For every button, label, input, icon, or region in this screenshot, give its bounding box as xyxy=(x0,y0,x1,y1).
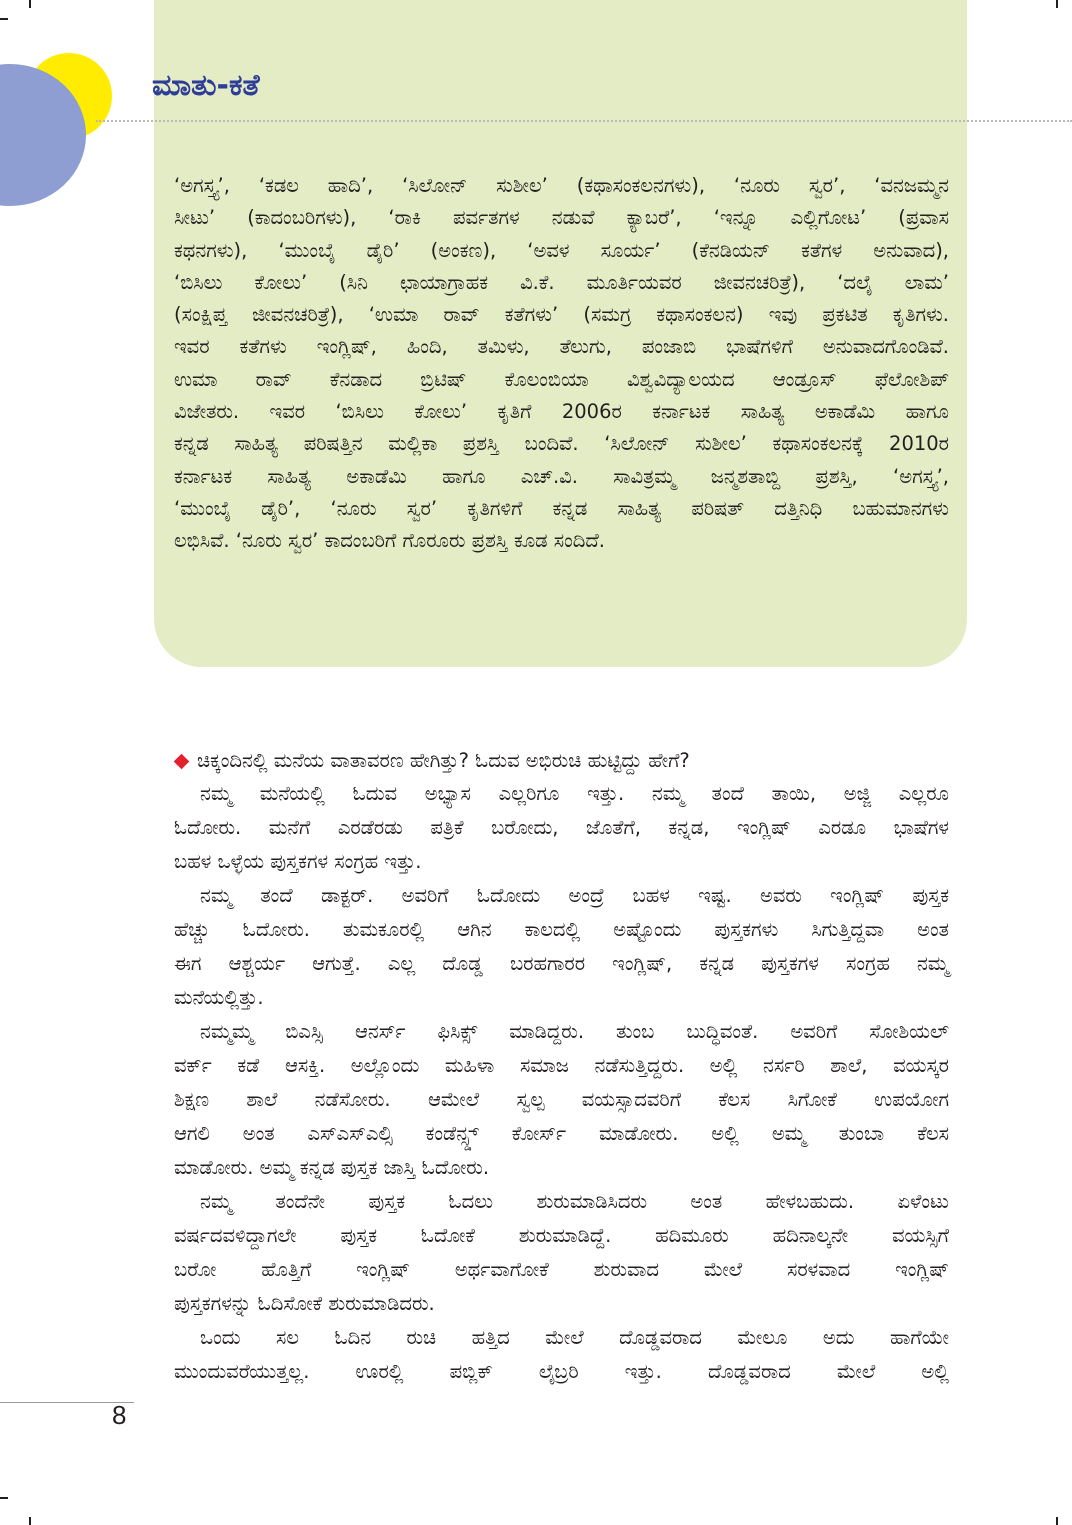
answer-line: ಶಿಕ್ಷಣ ಶಾಲೆ ನಡೆಸೋರು. ಆಮೇಲೆ ಸ್ವಲ್ಪ ವಯಸ್ಸಾದವರಿಗೆ ಕೆಲಸ ಸಿಗೋಕೆ ಉಪಯೋಗ xyxy=(174,1088,949,1111)
answer-line: ಬರೋ ಹೊತ್ತಿಗೆ ಇಂಗ್ಲಿಷ್ ಅರ್ಥವಾಗೋಕೆ ಶುರುವಾದ ಮೇಲೆ ಸರಳವಾದ ಇಂಗ್ಲಿಷ್ xyxy=(174,1258,949,1281)
interview-section xyxy=(174,745,949,1389)
crop-mark-left-lower xyxy=(0,1497,8,1499)
answer-line: ಓದೋರು. ಮನೆಗೆ ಎರಡೆರಡು ಪತ್ರಿಕೆ ಬರೋದು, ಜೊತೆಗೆ, ಕನ್ನಡ, ಇಂಗ್ಲಿಷ್ ಎರಡೂ ಭಾಷೆಗಳ xyxy=(174,816,949,839)
bio-line: ಇವರ ಕತೆಗಳು ಇಂಗ್ಲಿಷ್, ಹಿಂದಿ, ತಮಿಳು, ತೆಲುಗು, ಪಂಜಾಬಿ ಭಾಷೆಗಳಿಗೆ ಅನುವಾದಗೊಂಡಿವೆ. xyxy=(174,335,949,359)
bio-line: ಕಥನಗಳು), ‘ಮುಂಬೈ ಡೈರಿ’ (ಅಂಕಣ), ‘ಅವಳ ಸೂರ್ಯ’ (ಕೆನಡಿಯನ್ ಕತೆಗಳ ಅನುವಾದ), xyxy=(174,238,949,262)
crop-mark-top-right xyxy=(1056,0,1058,8)
page-number: 8 xyxy=(112,1400,127,1430)
question-text: ಚಿಕ್ಕಂದಿನಲ್ಲಿ ಮನೆಯ ವಾತಾವರಣ ಹೇಗಿತ್ತು? ಓದುವ ಅಭಿರುಚಿ ಹುಟ್ಟಿದ್ದು ಹೇಗೆ? xyxy=(197,749,690,772)
crop-mark-top-left xyxy=(29,0,31,8)
answer-line: ಈಗ ಆಶ್ಚರ್ಯ ಆಗುತ್ತೆ. ಎಲ್ಲ ದೊಡ್ಡ ಬರಹಗಾರರ ಇಂಗ್ಲಿಷ್, ಕನ್ನಡ ಪುಸ್ತಕಗಳ ಸಂಗ್ರಹ ನಮ್ಮ xyxy=(174,952,949,975)
bio-line: ‘ಬಿಸಿಲು ಕೋಲು’ (ಸಿನಿ ಛಾಯಾಗ್ರಾಹಕ ವಿ.ಕೆ. ಮೂರ್ತಿಯವರ ಜೀವನಚರಿತ್ರೆ), ‘ದಲೈ ಲಾಮ’ xyxy=(174,270,949,294)
answer-line: ಮಾಡೋರು. ಅಮ್ಮ ಕನ್ನಡ ಪುಸ್ತಕ ಜಾಸ್ತಿ ಓದೋರು. xyxy=(174,1156,490,1179)
crop-mark-bottom-right xyxy=(1056,1517,1058,1525)
answer-paragraph xyxy=(174,1321,949,1389)
answer-line: ಒಂದು ಸಲ ಓದಿನ ರುಚಿ ಹತ್ತಿದ ಮೇಲೆ ದೊಡ್ಡವರಾದ ಮೇಲೂ ಅದು ಹಾಗೆಯೇ xyxy=(200,1326,949,1349)
answer-paragraph xyxy=(174,777,949,879)
answer-paragraph xyxy=(174,1185,949,1321)
answer-paragraph xyxy=(174,1015,949,1185)
answer-line: ನಮ್ಮಮ್ಮ ಬಿಎಸ್ಸಿ ಆನರ್ಸ್ ಫಿಸಿಕ್ಸ್ ಮಾಡಿದ್ದರು. ತುಂಬ ಬುದ್ಧಿವಂತೆ. ಅವರಿಗೆ ಸೋಶಿಯಲ್ xyxy=(200,1020,949,1043)
answer-line: ವರ್ಷದವಳಿದ್ದಾಗಲೇ ಪುಸ್ತಕ ಓದೋಕೆ ಶುರುಮಾಡಿದ್ದೆ. ಹದಿಮೂರು ಹದಿನಾಲ್ಕನೇ ವಯಸ್ಸಿಗೆ xyxy=(174,1224,949,1247)
interview-answer xyxy=(174,777,949,1389)
bio-line: ವಿಜೇತರು. ಇವರ ‘ಬಿಸಿಲು ಕೋಲು’ ಕೃತಿಗೆ 2006ರ ಕರ್ನಾಟಕ ಸಾಹಿತ್ಯ ಅಕಾಡೆಮಿ ಹಾಗೂ xyxy=(174,400,949,424)
answer-line: ಆಗಲಿ ಅಂತ ಎಸ್ಎಸ್ಎಲ್ಸಿ ಕಂಡೆನ್ಸ್ಡ್ ಕೋರ್ಸ್ ಮಾಡೋರು. ಅಲ್ಲಿ ಅಮ್ಮ ತುಂಬಾ ಕೆಲಸ xyxy=(174,1122,949,1145)
crop-mark-bottom-left xyxy=(29,1517,31,1525)
bio-line: ಸೀಟು’ (ಕಾದಂಬರಿಗಳು), ‘ರಾಕಿ ಪರ್ವತಗಳ ನಡುವೆ ಕ್ಯಾಬರೆ’, ‘ಇನ್ನೂ ಎಲ್ಲಿಗೋಟ’ (ಪ್ರವಾಸ xyxy=(174,206,949,230)
answer-line: ಹೆಚ್ಚು ಓದೋರು. ತುಮಕೂರಲ್ಲಿ ಆಗಿನ ಕಾಲದಲ್ಲಿ ಅಷ್ಟೊಂದು ಪುಸ್ತಕಗಳು ಸಿಗುತ್ತಿದ್ದವಾ ಅಂತ xyxy=(174,918,949,941)
answer-line: ಪುಸ್ತಕಗಳನ್ನು ಓದಿಸೋಕೆ ಶುರುಮಾಡಿದರು. xyxy=(174,1292,435,1315)
author-bio-text xyxy=(174,170,949,558)
bio-line: ಉಮಾ ರಾವ್ ಕೆನಡಾದ ಬ್ರಿಟಿಷ್ ಕೊಲಂಬಿಯಾ ವಿಶ್ವವಿದ್ಯಾಲಯದ ಆಂಡ್ರೂಸ್ ಫೆಲೋಶಿಪ್ xyxy=(174,367,949,391)
bio-line: ‘ಮುಂಬೈ ಡೈರಿ’, ‘ನೂರು ಸ್ವರ’ ಕೃತಿಗಳಿಗೆ ಕನ್ನಡ ಸಾಹಿತ್ಯ ಪರಿಷತ್ ದತ್ತಿನಿಧಿ ಬಹುಮಾನಗಳು xyxy=(174,496,949,520)
answer-paragraph xyxy=(174,879,949,1015)
interview-question xyxy=(174,745,949,777)
answer-line: ನಮ್ಮ ತಂದೆನೇ ಪುಸ್ತಕ ಓದಲು ಶುರುಮಾಡಿಸಿದರು ಅಂತ ಹೇಳಬಹುದು. ಏಳೆಂಟು xyxy=(200,1190,949,1213)
answer-line: ನಮ್ಮ ಮನೆಯಲ್ಲಿ ಓದುವ ಅಭ್ಯಾಸ ಎಲ್ಲರಿಗೂ ಇತ್ತು. ನಮ್ಮ ತಂದೆ ತಾಯಿ, ಅಜ್ಜಿ ಎಲ್ಲರೂ xyxy=(200,782,949,805)
answer-line: ವರ್ಕ್ ಕಡೆ ಆಸಕ್ತಿ. ಅಲ್ಲೊಂದು ಮಹಿಳಾ ಸಮಾಜ ನಡೆಸುತ್ತಿದ್ದರು. ಅಲ್ಲಿ ನರ್ಸರಿ ಶಾಲೆ, ವಯಸ್ಕರ xyxy=(174,1054,949,1077)
answer-line: ಮನೆಯಲ್ಲಿತ್ತು. xyxy=(174,986,264,1009)
answer-line: ನಮ್ಮ ತಂದೆ ಡಾಕ್ಟರ್. ಅವರಿಗೆ ಓದೋದು ಅಂದ್ರೆ ಬಹಳ ಇಷ್ಟ. ಅವರು ಇಂಗ್ಲಿಷ್ ಪುಸ್ತಕ xyxy=(200,884,949,907)
answer-line: ಮುಂದುವರೆಯುತ್ತಲ್ಲ. ಊರಲ್ಲಿ ಪಬ್ಲಿಕ್ ಲೈಬ್ರರಿ ಇತ್ತು. ದೊಡ್ಡವರಾದ ಮೇಲೆ ಅಲ್ಲಿ xyxy=(174,1360,949,1383)
dotted-divider xyxy=(96,120,1072,122)
crop-mark-left-upper xyxy=(0,18,8,20)
bio-line: ಕರ್ನಾಟಕ ಸಾಹಿತ್ಯ ಅಕಾಡೆಮಿ ಹಾಗೂ ಎಚ್.ವಿ. ಸಾವಿತ್ರಮ್ಮ ಜನ್ಮಶತಾಬ್ದಿ ಪ್ರಶಸ್ತಿ, ‘ಅಗಸ್ತ್ಯ’, xyxy=(174,464,949,488)
answer-line: ಬಹಳ ಒಳ್ಳೆಯ ಪುಸ್ತಕಗಳ ಸಂಗ್ರಹ ಇತ್ತು. xyxy=(174,850,422,873)
bio-line: ಲಭಿಸಿವೆ. ‘ನೂರು ಸ್ವರ’ ಕಾದಂಬರಿಗೆ ಗೊರೂರು ಪ್ರಶಸ್ತಿ ಕೂಡ ಸಂದಿದೆ. xyxy=(174,529,605,553)
bio-line: ‘ಅಗಸ್ತ್ಯ’, ‘ಕಡಲ ಹಾದಿ’, ‘ಸಿಲೋನ್ ಸುಶೀಲ’ (ಕಥಾಸಂಕಲನಗಳು), ‘ನೂರು ಸ್ವರ’, ‘ವನಜಮ್ಮನ xyxy=(174,174,949,197)
bio-line: ಕನ್ನಡ ಸಾಹಿತ್ಯ ಪರಿಷತ್ತಿನ ಮಲ್ಲಿಕಾ ಪ್ರಶಸ್ತಿ ಬಂದಿವೆ. ‘ಸಿಲೋನ್ ಸುಶೀಲ’ ಕಥಾಸಂಕಲನಕ್ಕೆ 2010ರ xyxy=(174,432,949,456)
section-title: ಮಾತು-ಕತೆ xyxy=(152,68,260,103)
bio-line: (ಸಂಕ್ಷಿಪ್ತ ಜೀವನಚರಿತ್ರೆ), ‘ಉಮಾ ರಾವ್ ಕತೆಗಳು’ (ಸಮಗ್ರ ಕಥಾಸಂಕಲನ) ಇವು ಪ್ರಕಟಿತ ಕೃತಿಗಳು. xyxy=(174,303,949,327)
diamond-bullet-icon xyxy=(174,753,190,769)
